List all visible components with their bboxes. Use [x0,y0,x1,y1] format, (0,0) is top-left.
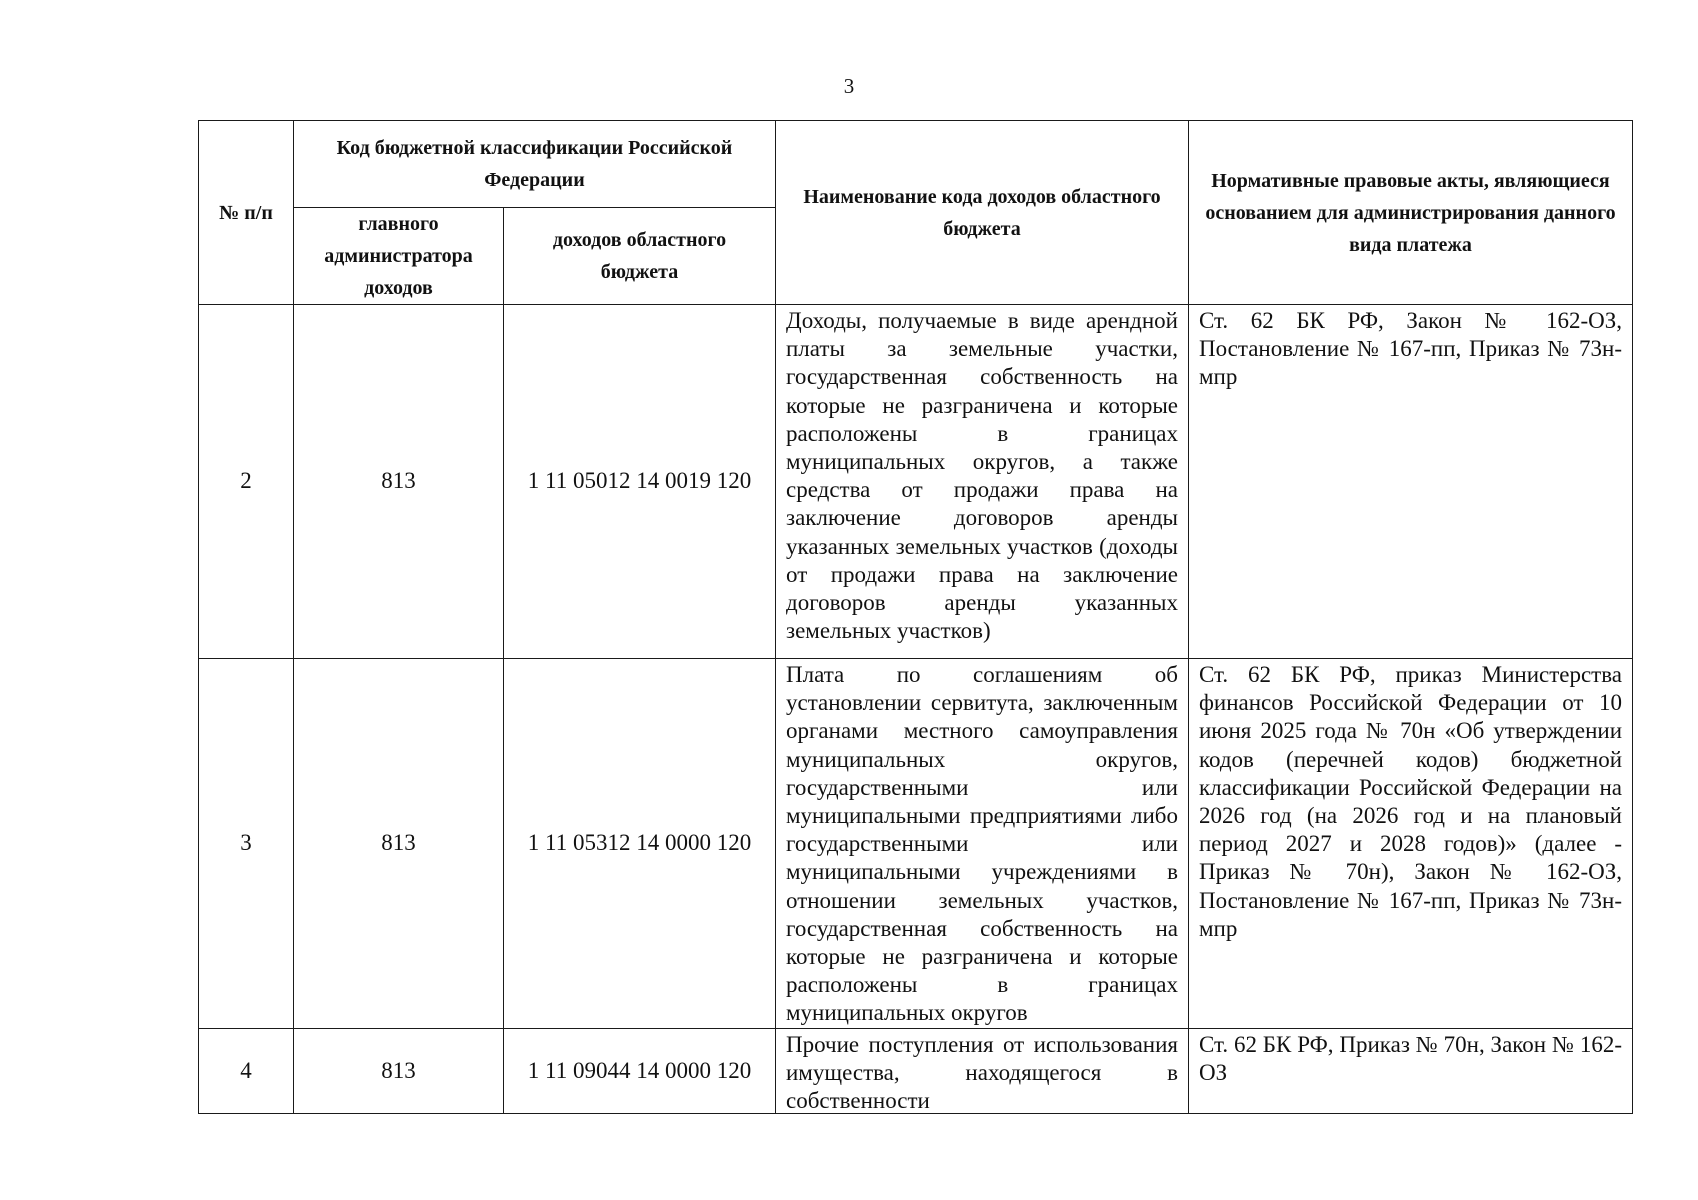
administrator-code: 813 [294,305,504,659]
row-number: 3 [199,659,294,1029]
legal-acts: Ст. 62 БК РФ, Закон № 162-ОЗ, Постановление № 167-пп, Приказ № 73н-мпр [1189,305,1633,659]
page-number: 3 [843,74,855,98]
income-name: Плата по соглашениям об установлении сервитута, заключенным органами местного самоуправления муниципальных округов, государственными или муниципальными предприятиями либо государственными или муниципальными учреждениями в отношении земельных участков, государственная собственность на которые не разграничена и которые расположены в границах муниципальных округов [776,659,1189,1029]
income-name-cell [776,1028,1189,1113]
table-row [199,305,1633,659]
header-chief-administrator: главного администратора доходов [294,208,504,305]
row-number: 4 [199,1028,294,1113]
header-row-number: № п/п [199,121,294,305]
income-name: Доходы, получаемые в виде арендной платы за земельные участки, государственная собственность на которые не разграничена и которые расположены в границах муниципальных округов, а также средства от продажи права на заключение договоров аренды указанных земельных участков (доходы от продажи права на заключение договоров аренды указанных земельных участков) [776,305,1189,659]
header-classification-code: Код бюджетной классификации Российской Федерации [294,121,776,208]
income-code: 1 11 05012 14 0019 120 [504,305,776,659]
administrator-code: 813 [294,1028,504,1113]
administrator-code: 813 [294,659,504,1029]
income-name: Прочие поступления от использования имущества, находящегося в собственности [786,1031,1178,1113]
budget-classification-table [198,120,1633,1114]
header-legal-acts: Нормативные правовые акты, являющиеся основанием для администрирования данного вида платежа [1189,121,1633,305]
legal-acts: Ст. 62 БК РФ, Приказ № 70н, Закон № 162-ОЗ [1189,1028,1633,1113]
income-code: 1 11 05312 14 0000 120 [504,659,776,1029]
table-row [199,1028,1633,1113]
legal-acts: Ст. 62 БК РФ, приказ Министерства финансов Российской Федерации от 10 июня 2025 года № 70н «Об утверждении кодов (перечней кодов) бюджетной классификации Российской Федерации на 2026 год (на 2026 год и на плановый период 2027 и 2028 годов)» (далее - Приказ № 70н), Закон № 162-ОЗ, Постановление № 167-пп, Приказ № 73н-мпр [1189,659,1633,1029]
header-budget-income: доходов областного бюджета [504,208,776,305]
income-code: 1 11 09044 14 0000 120 [504,1028,776,1113]
header-income-name: Наименование кода доходов областного бюджета [776,121,1189,305]
table-header-row [199,121,1633,208]
table-row [199,659,1633,1029]
row-number: 2 [199,305,294,659]
